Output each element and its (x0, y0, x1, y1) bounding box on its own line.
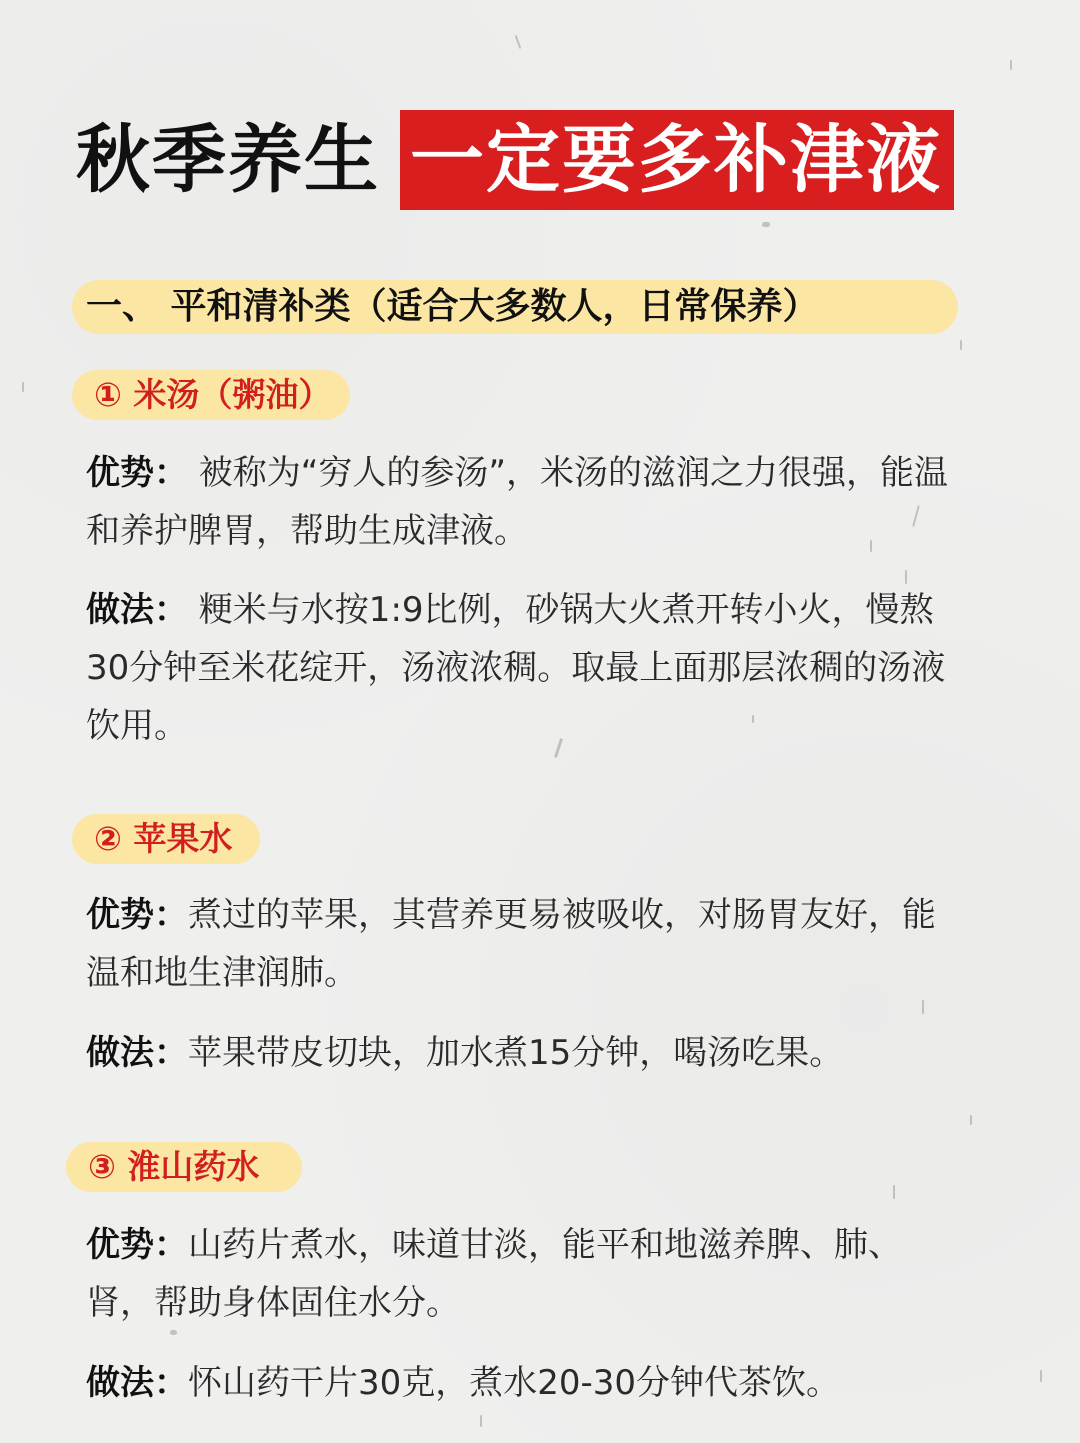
advantage-label: 优势： (86, 453, 188, 493)
paper-speck (893, 1185, 895, 1199)
method-text: 粳米与水按1:9比例，砂锅大火煮开转小火，慢熬30分钟至米花绽开，汤液浓稠。取最上面那层浓稠的汤液饮用。 (86, 590, 946, 746)
paper-speck (1040, 1370, 1042, 1382)
item-heading-text: ② 苹果水 (94, 819, 233, 858)
item-heading-yam-water (66, 1142, 302, 1192)
paper-speck (480, 1415, 482, 1427)
method-label: 做法： (86, 1033, 188, 1073)
advantage-text: 被称为“穷人的参汤”，米汤的滋润之力很强，能温和养护脾胃，帮助生成津液。 (86, 453, 949, 551)
item-method (86, 1354, 966, 1412)
item-heading-apple-water (72, 814, 260, 864)
paper-speck (922, 1000, 924, 1014)
item-advantage (86, 886, 966, 1002)
title-left-text: 秋季养生 (76, 117, 380, 203)
paper-speck (22, 382, 24, 392)
paper-speck (1010, 60, 1012, 70)
item-method (86, 1024, 966, 1082)
method-label: 做法： (86, 1363, 188, 1403)
item-heading-text: ① 米汤（粥油） (94, 375, 332, 414)
advantage-label: 优势： (86, 895, 188, 935)
advantage-label: 优势： (86, 1225, 188, 1265)
item-heading-text: ③ 淮山药水 (88, 1147, 260, 1186)
advantage-text: 煮过的苹果，其营养更易被吸收，对肠胃友好，能温和地生津润肺。 (86, 895, 936, 993)
item-advantage (86, 444, 966, 560)
section-heading-text: 一、 平和清补类（适合大多数人，日常保养） (86, 286, 819, 327)
section-heading (72, 280, 958, 334)
method-text: 怀山药干片30克，煮水20-30分钟代茶饮。 (188, 1363, 841, 1403)
item-method (86, 581, 966, 755)
advantage-text: 山药片煮水，味道甘淡，能平和地滋养脾、肺、肾，帮助身体固住水分。 (86, 1225, 902, 1323)
paper-speck (970, 1115, 972, 1125)
paper-speck (960, 340, 962, 350)
paper-speck (762, 222, 770, 227)
paper-speck (515, 35, 522, 49)
page-title (76, 110, 954, 210)
item-advantage (86, 1216, 966, 1332)
method-label: 做法： (86, 590, 188, 630)
method-text: 苹果带皮切块，加水煮15分钟，喝汤吃果。 (188, 1033, 844, 1073)
title-highlight-text: 一定要多补津液 (400, 110, 954, 210)
item-heading-rice-soup (72, 370, 350, 420)
